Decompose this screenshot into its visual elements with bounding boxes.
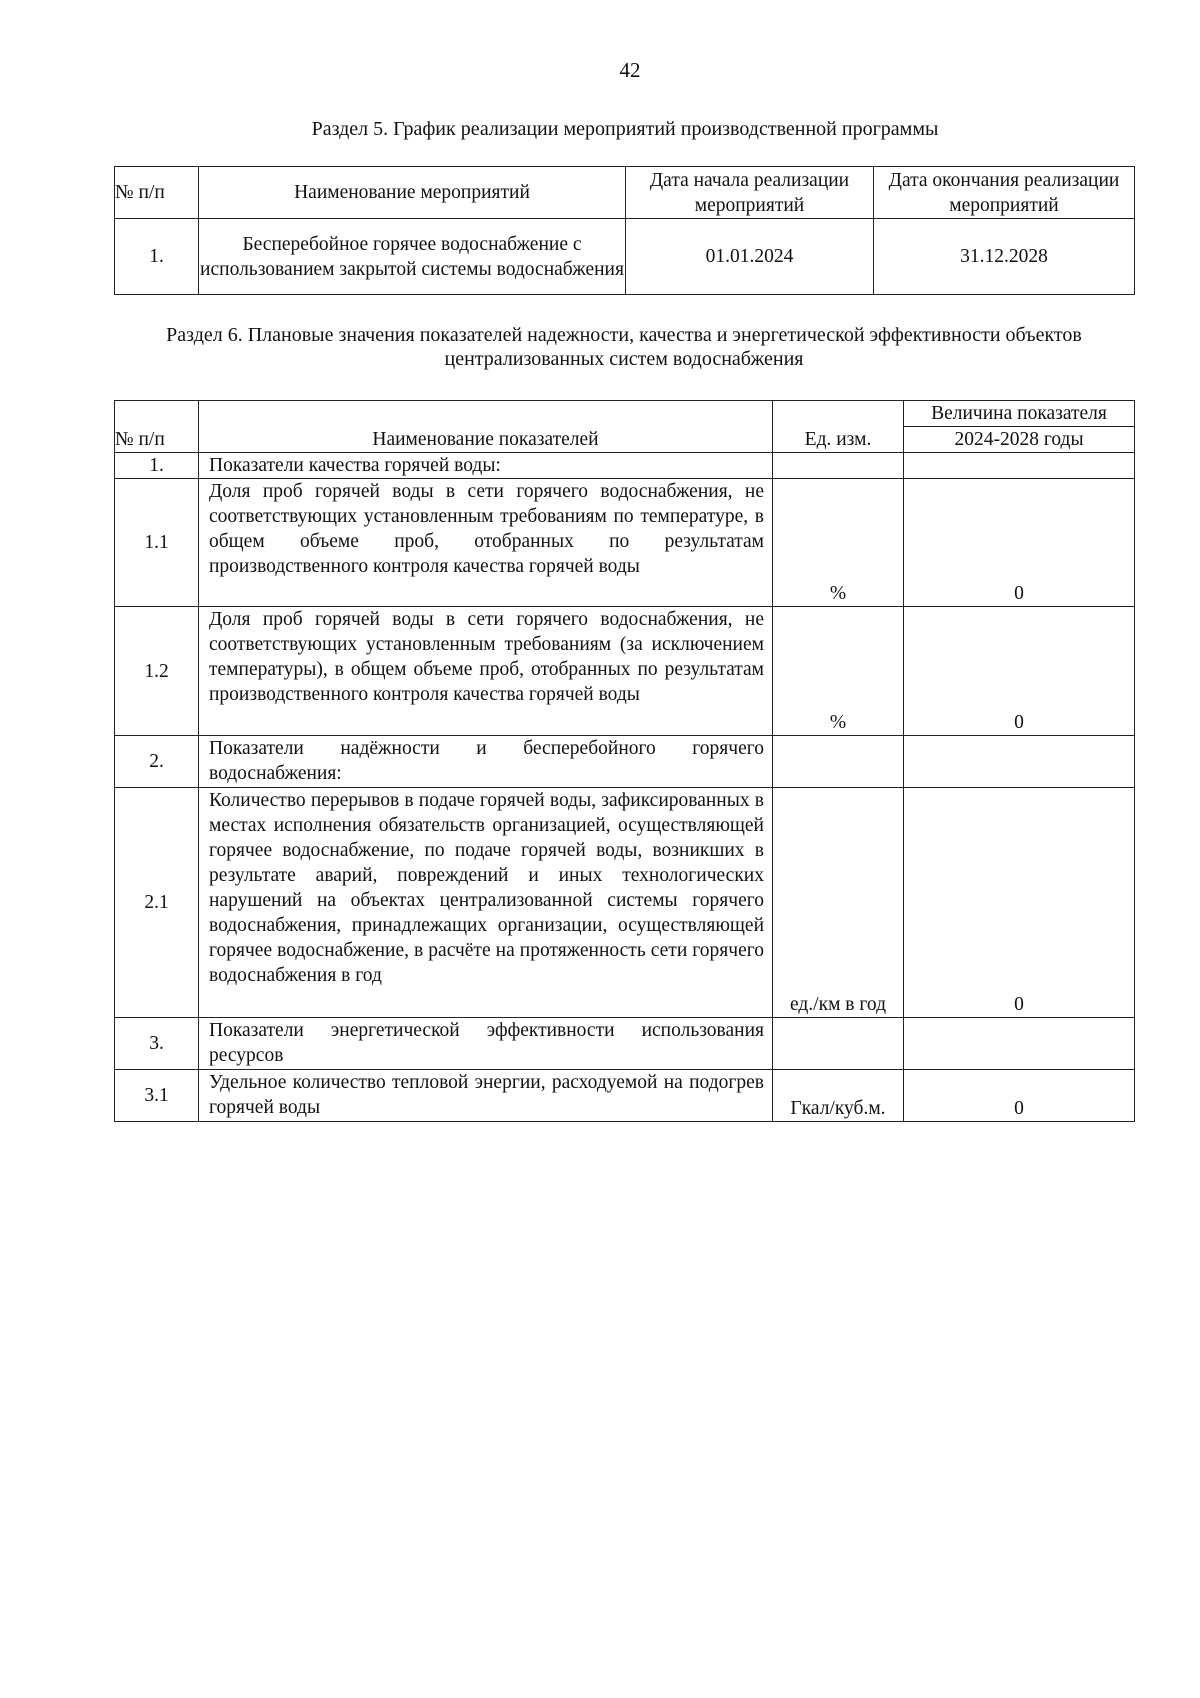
indicator-name: Доля проб горячей воды в сети горячего водоснабжения, не соответствующих установленным требованиям по температуре, в общем объеме проб, отобранных по результатам производственного контроля качества горячей воды <box>199 479 773 607</box>
table-header-row <box>115 167 1135 219</box>
indicator-value: 0 <box>904 788 1135 1018</box>
column-header-unit: Ед. изм. <box>773 401 904 453</box>
indicator-unit <box>773 1018 904 1070</box>
row-number: 1. <box>115 219 199 295</box>
row-number: 3.1 <box>115 1070 199 1122</box>
indicator-name: Показатели энергетической эффективности использования ресурсов <box>199 1018 773 1070</box>
end-date: 31.12.2028 <box>874 219 1135 295</box>
section-5-table <box>114 166 1135 295</box>
table-row <box>115 1018 1135 1070</box>
table-row <box>115 1070 1135 1122</box>
indicator-value <box>904 1018 1135 1070</box>
column-header-number: № п/п <box>115 401 199 453</box>
column-header-period: 2024-2028 годы <box>904 427 1135 453</box>
column-header-activity: Наименование мероприятий <box>199 167 626 219</box>
indicator-value <box>904 453 1135 479</box>
table-row <box>115 736 1135 788</box>
indicator-unit: Гкал/куб.м. <box>773 1070 904 1122</box>
start-date: 01.01.2024 <box>626 219 874 295</box>
indicator-name: Показатели надёжности и бесперебойного горячего водоснабжения: <box>199 736 773 788</box>
table-header-row <box>115 401 1135 427</box>
indicator-value: 0 <box>904 1070 1135 1122</box>
indicator-value: 0 <box>904 479 1135 607</box>
section-5-title: Раздел 5. График реализации мероприятий производственной программы <box>311 118 939 140</box>
column-header-start-date: Дата начала реализации мероприятий <box>626 167 874 219</box>
section-6-table <box>114 400 1135 1122</box>
indicator-unit <box>773 453 904 479</box>
page-number: 42 <box>619 58 641 82</box>
indicator-name: Количество перерывов в подаче горячей воды, зафиксированных в местах исполнения обязательств организацией, осуществляющей горячее водоснабжение, по подаче горячей воды, возникших в результате аварий, повреждений и иных технологических нарушений на объектах централизованной системы горячего водоснабжения, принадлежащих организации, осуществляющей горячее водоснабжение, в расчёте на протяженность сети горячего водоснабжения в год <box>199 788 773 1018</box>
row-number: 3. <box>115 1018 199 1070</box>
indicator-value <box>904 736 1135 788</box>
indicator-unit <box>773 736 904 788</box>
activity-name: Бесперебойное горячее водоснабжение с использованием закрытой системы водоснабжения <box>199 219 626 295</box>
table-row <box>115 479 1135 607</box>
indicator-name: Показатели качества горячей воды: <box>199 453 773 479</box>
indicator-name: Доля проб горячей воды в сети горячего водоснабжения, не соответствующих установленным требованиям (за исключением температуры), в общем объеме проб, отобранных по результатам производственного контроля качества горячей воды <box>199 607 773 736</box>
column-header-value-group: Величина показателя <box>904 401 1135 427</box>
indicator-name: Удельное количество тепловой энергии, расходуемой на подогрев горячей воды <box>199 1070 773 1122</box>
indicator-unit: ед./км в год <box>773 788 904 1018</box>
row-number: 1. <box>115 453 199 479</box>
indicator-unit: % <box>773 607 904 736</box>
section-6-title: Раздел 6. Плановые значения показателей надежности, качества и энергетической эффективности объектов централизованных систем водоснабжения <box>166 324 1082 370</box>
table-row <box>115 607 1135 736</box>
table-row <box>115 219 1135 295</box>
row-number: 1.1 <box>115 479 199 607</box>
table-row <box>115 453 1135 479</box>
indicator-value: 0 <box>904 607 1135 736</box>
row-number: 2.1 <box>115 788 199 1018</box>
row-number: 2. <box>115 736 199 788</box>
table-row <box>115 788 1135 1018</box>
column-header-indicator: Наименование показателей <box>199 401 773 453</box>
indicator-unit: % <box>773 479 904 607</box>
row-number: 1.2 <box>115 607 199 736</box>
column-header-end-date: Дата окончания реализации мероприятий <box>874 167 1135 219</box>
column-header-number: № п/п <box>115 167 199 219</box>
